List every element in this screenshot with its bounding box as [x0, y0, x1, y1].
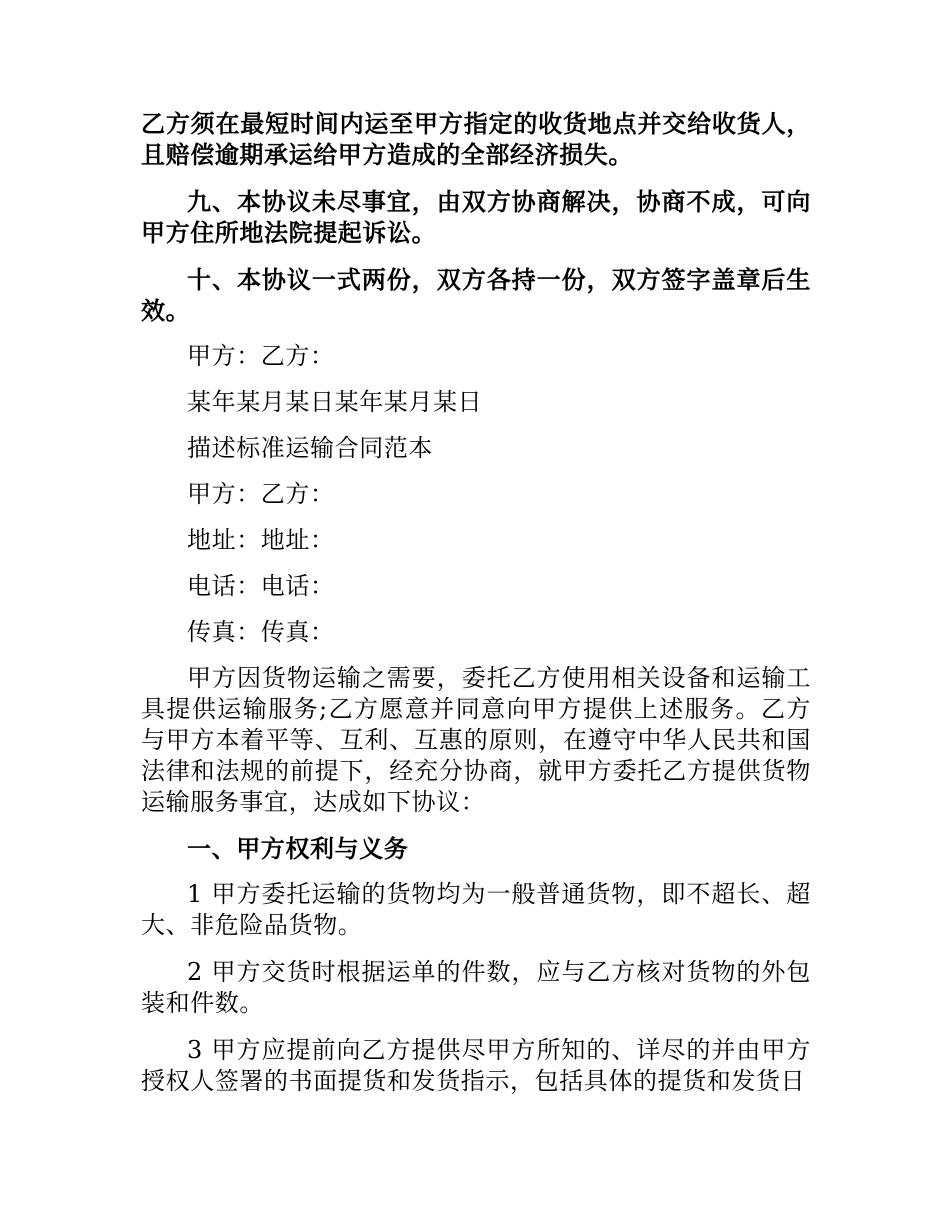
- preamble-paragraph: 甲方因货物运输之需要，委托乙方使用相关设备和运输工具提供运输服务;乙方愿意并同意向甲方提供上述服务。乙方与甲方本着平等、互利、互惠的原则，在遵守中华人民共和国法律和法规的前提下，经充分协商，就甲方委托乙方提供货物运输服务事宜，达成如下协议：: [141, 664, 811, 816]
- fax-line: 传真：传真：: [187, 618, 335, 646]
- section-heading-party-a: 一、甲方权利与义务: [187, 834, 409, 863]
- document-page: [141, 108, 811, 1097]
- address-line: 地址：地址：: [187, 526, 335, 554]
- contract-title: 描述标准运输合同范本: [187, 434, 433, 462]
- party-line: 甲方：乙方：: [187, 480, 335, 508]
- signature-parties: 甲方：乙方：: [187, 342, 335, 370]
- clause-nine: 九、本协议未尽事宜，由双方协商解决，协商不成，可向甲方住所地法院提起诉讼。: [141, 187, 811, 247]
- signature-dates: 某年某月某日某年某月某日: [187, 388, 483, 416]
- clause-1-2: 2 甲方交货时根据运单的件数，应与乙方核对货物的外包装和件数。: [141, 958, 811, 1017]
- paragraph-delivery-liability: 乙方须在最短时间内运至甲方指定的收货地点并交给收货人，且赔偿逾期承运给甲方造成的全部经济损失。: [141, 109, 811, 169]
- phone-line: 电话：电话：: [187, 572, 335, 600]
- clause-1-3: 3 甲方应提前向乙方提供尽甲方所知的、详尽的并由甲方授权人签署的书面提货和发货指示，包括具体的提货和发货日: [141, 1036, 811, 1095]
- clause-1-1: 1 甲方委托运输的货物均为一般普通货物，即不超长、超大、非危险品货物。: [141, 880, 811, 939]
- clause-ten: 十、本协议一式两份，双方各持一份，双方签字盖章后生效。: [141, 265, 811, 325]
